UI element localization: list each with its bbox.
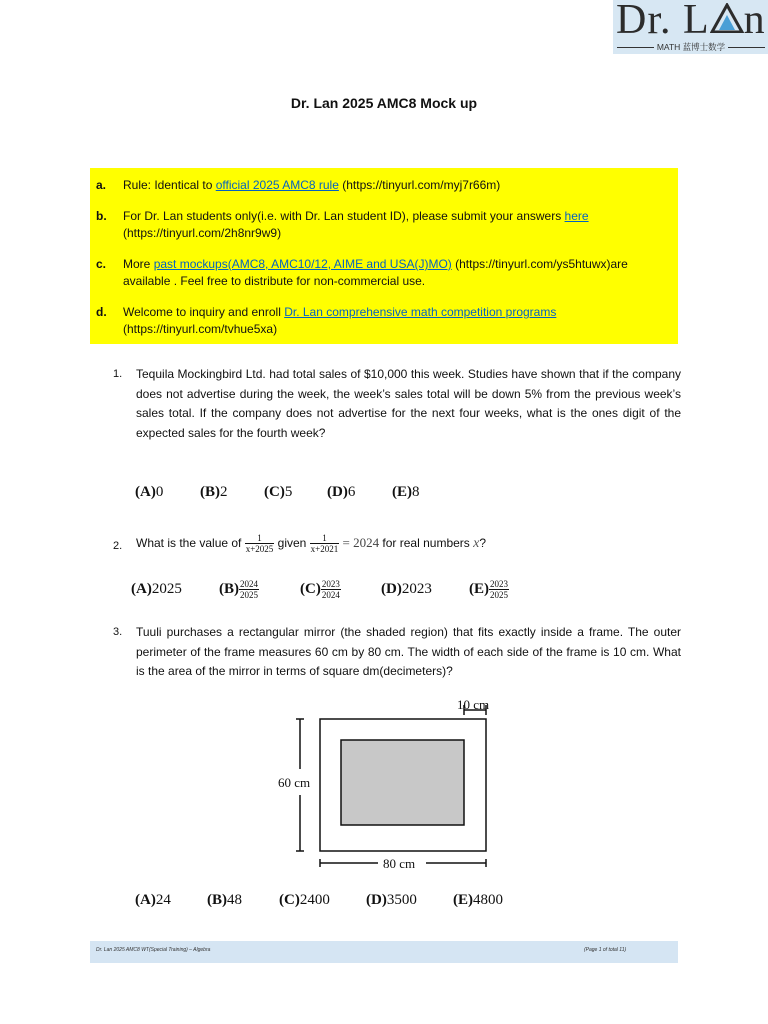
programs-link[interactable]: Dr. Lan comprehensive math competition programs xyxy=(284,305,557,319)
label-60cm: 60 cm xyxy=(278,775,311,790)
footer-page-number: (Page 1 of total 11) xyxy=(584,947,627,953)
logo-text-right: n xyxy=(743,0,766,43)
choice-e: (E)8 xyxy=(392,484,420,500)
logo-subtitle: MATH 蓝博士数学 xyxy=(617,41,765,53)
question-3-text: Tuuli purchases a rectangular mirror (the shaded region) that fits exactly inside a frame. The outer perimeter of the frame measures 60 cm by 80 cm. The width of each side of the frame is 10 cm. What is the area of the mirror in terms of square dm(decimeters)? xyxy=(136,625,681,678)
submit-answers-link[interactable]: here xyxy=(564,209,589,223)
choice-c: (C) $\frac{2023}{2024}$ xyxy=(300,579,340,601)
page-title: Dr. Lan 2025 AMC8 Mock up xyxy=(290,95,478,111)
notice-box: a. Rule: Identical to official 2025 AMC8 rule (https://tinyurl.com/myj7r66m) b. For Dr. Lan students only(i.e. with Dr. Lan student ID), please submit your answers here (https://tinyurl.com/2h8nr9w9) c. More past mockups(AMC8, AMC10/12, AIME and USA(J)MO) (https://tinyurl.com/ys5htuwx)are available . Feel free to distribute for non-commercial use. d. Welcome to inquiry and enroll Dr. Lan comprehensive math competition programs (https://tinyurl.com/tvhue5xa) xyxy=(90,168,678,344)
choice-d: (D)6 xyxy=(327,484,356,500)
choice-e: (E) $\frac{2023}{2025}$ xyxy=(469,579,508,601)
choice-b: (B) $\frac{2024}{2025}$ xyxy=(219,579,258,601)
mirror-shaded-region xyxy=(341,740,464,825)
choice-a: (A)2025 xyxy=(131,581,182,597)
question-2-text: What is the value of $\frac{1}{x+2025}$ given $\frac{1}{x+2021}$ = 2024 for real numbers x? xyxy=(136,533,487,555)
choice-b: (B)2 xyxy=(200,484,228,500)
choice-c: (C)2400 xyxy=(279,892,330,908)
fraction-1-over-x-plus-2021: $\frac{1}{x+2021}$ xyxy=(310,533,339,555)
footer-left: Dr. Lan 2025 AMC8 WT(Special Training) – Algebra xyxy=(96,947,211,953)
choice-a: (A)24 xyxy=(135,892,171,908)
choice-b: (B)48 xyxy=(207,892,242,908)
mirror-frame-diagram xyxy=(270,695,500,875)
triangle-a-icon xyxy=(710,0,744,26)
choice-d: (D)3500 xyxy=(366,892,417,908)
logo-wordmark xyxy=(616,0,766,44)
label-10cm: 10 cm xyxy=(457,697,490,712)
official-rule-link[interactable]: official 2025 AMC8 rule xyxy=(215,178,339,192)
choice-d: (D)2023 xyxy=(381,581,432,597)
fraction-1-over-x-plus-2025: $\frac{1}{x+2025}$ xyxy=(245,533,274,555)
label-80cm: 80 cm xyxy=(383,856,416,871)
choice-a: (A)0 xyxy=(135,484,164,500)
choice-c: (C)5 xyxy=(264,484,293,500)
past-mockups-link[interactable]: past mockups(AMC8, AMC10/12, AIME and USA(J)MO) xyxy=(153,257,452,271)
logo-text-left: Dr. L xyxy=(616,0,710,43)
dr-lan-logo xyxy=(613,0,768,54)
choice-e: (E)4800 xyxy=(453,892,503,908)
page-footer xyxy=(90,941,678,963)
question-1-text: Tequila Mockingbird Ltd. had total sales of $10,000 this week. Studies have shown that if the company does not advertise during the week, the week’s sales total will be down 5% from the previous week’s sales total. If the company does not advertise for the next four weeks, what is the ones digit of the expected sales for the fourth week? xyxy=(136,367,681,440)
